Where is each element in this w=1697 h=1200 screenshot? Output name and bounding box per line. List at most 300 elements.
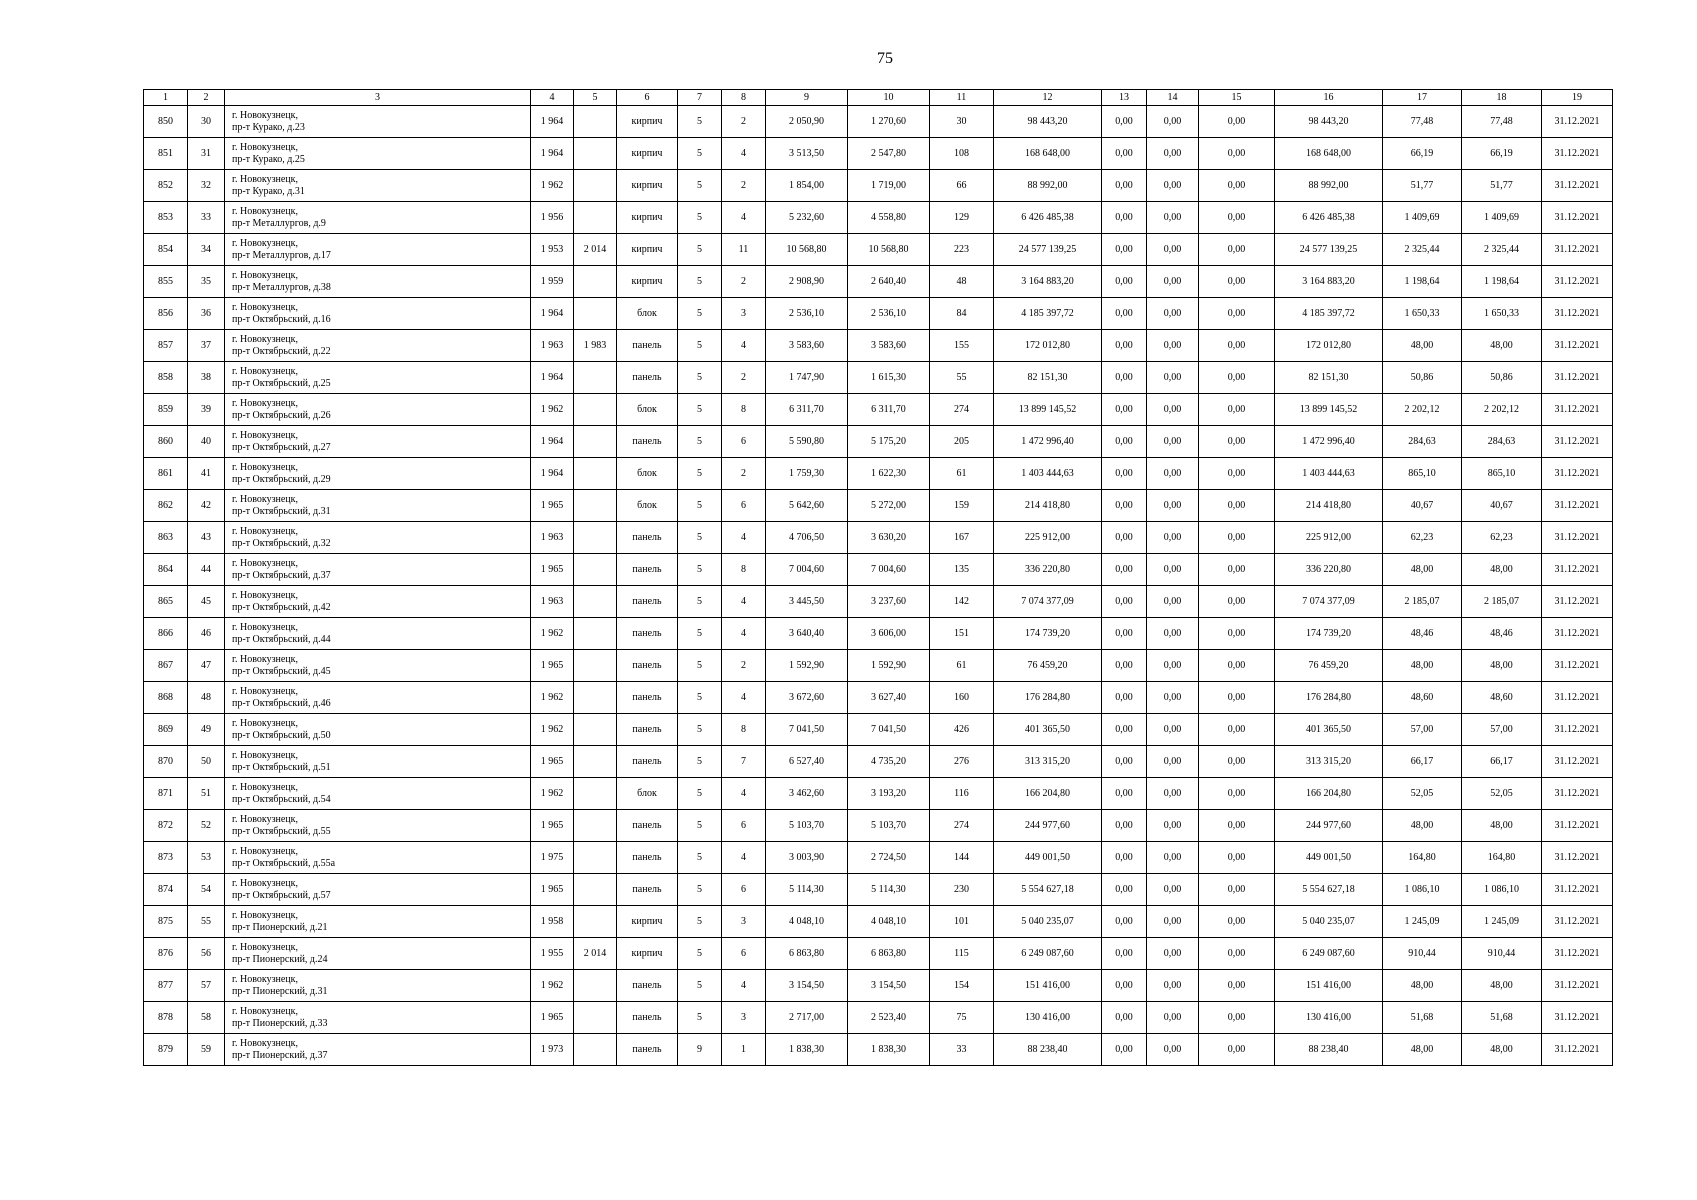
unit-cost-cell: 50,86 xyxy=(1383,362,1462,394)
value-cell: 0,00 xyxy=(1102,234,1147,266)
column-header: 14 xyxy=(1147,90,1199,106)
renovation-year-cell xyxy=(574,362,617,394)
living-area-cell: 3 606,00 xyxy=(848,618,930,650)
unit-cost-limit-cell: 48,00 xyxy=(1462,1034,1542,1066)
address-cell xyxy=(225,970,531,1002)
wall-material-cell: панель xyxy=(617,714,678,746)
build-year-cell: 1 964 xyxy=(531,426,574,458)
deadline-date-cell: 31.12.2021 xyxy=(1542,106,1613,138)
entrances-cell: 3 xyxy=(722,1002,766,1034)
living-area-cell: 3 154,50 xyxy=(848,970,930,1002)
column-header: 19 xyxy=(1542,90,1613,106)
value-cell: 0,00 xyxy=(1199,746,1275,778)
cost-cell: 6 426 485,38 xyxy=(994,202,1102,234)
value-cell: 0,00 xyxy=(1102,138,1147,170)
value-cell: 0,00 xyxy=(1102,394,1147,426)
floors-cell: 5 xyxy=(678,426,722,458)
residents-cell: 274 xyxy=(930,810,994,842)
unit-cost-cell: 2 325,44 xyxy=(1383,234,1462,266)
table-row xyxy=(144,202,1613,234)
value-cell: 0,00 xyxy=(1102,906,1147,938)
residents-cell: 101 xyxy=(930,906,994,938)
table-row xyxy=(144,554,1613,586)
column-header: 4 xyxy=(531,90,574,106)
unit-cost-limit-cell: 48,00 xyxy=(1462,330,1542,362)
page-number: 75 xyxy=(877,50,893,67)
cost-cell: 151 416,00 xyxy=(994,970,1102,1002)
build-year-cell: 1 965 xyxy=(531,874,574,906)
living-area-cell: 3 237,60 xyxy=(848,586,930,618)
total-cost-cell: 3 164 883,20 xyxy=(1275,266,1383,298)
renovation-year-cell xyxy=(574,490,617,522)
row-number-cell: 861 xyxy=(144,458,188,490)
entrances-cell: 6 xyxy=(722,938,766,970)
residents-cell: 159 xyxy=(930,490,994,522)
wall-material-cell: блок xyxy=(617,394,678,426)
total-cost-cell: 24 577 139,25 xyxy=(1275,234,1383,266)
residents-cell: 33 xyxy=(930,1034,994,1066)
value-cell: 0,00 xyxy=(1102,714,1147,746)
cost-cell: 6 249 087,60 xyxy=(994,938,1102,970)
value-cell: 0,00 xyxy=(1102,970,1147,1002)
residents-cell: 274 xyxy=(930,394,994,426)
residents-cell: 230 xyxy=(930,874,994,906)
unit-cost-cell: 865,10 xyxy=(1383,458,1462,490)
unit-cost-cell: 77,48 xyxy=(1383,106,1462,138)
total-area-cell: 7 041,50 xyxy=(766,714,848,746)
unit-cost-cell: 1 650,33 xyxy=(1383,298,1462,330)
row-number-cell: 852 xyxy=(144,170,188,202)
cost-cell: 214 418,80 xyxy=(994,490,1102,522)
address-cell xyxy=(225,746,531,778)
value-cell: 0,00 xyxy=(1102,746,1147,778)
address-cell xyxy=(225,298,531,330)
cost-cell: 313 315,20 xyxy=(994,746,1102,778)
value-cell: 0,00 xyxy=(1199,234,1275,266)
unit-cost-cell: 48,00 xyxy=(1383,1034,1462,1066)
build-year-cell: 1 953 xyxy=(531,234,574,266)
renovation-year-cell xyxy=(574,266,617,298)
renovation-year-cell xyxy=(574,810,617,842)
subsection-index-cell: 36 xyxy=(188,298,225,330)
residents-cell: 155 xyxy=(930,330,994,362)
table-row xyxy=(144,138,1613,170)
table-row xyxy=(144,1002,1613,1034)
floors-cell: 5 xyxy=(678,394,722,426)
renovation-year-cell xyxy=(574,970,617,1002)
address-cell xyxy=(225,778,531,810)
total-area-cell: 1 854,00 xyxy=(766,170,848,202)
total-cost-cell: 174 739,20 xyxy=(1275,618,1383,650)
wall-material-cell: панель xyxy=(617,746,678,778)
total-cost-cell: 151 416,00 xyxy=(1275,970,1383,1002)
value-cell: 0,00 xyxy=(1147,330,1199,362)
cost-cell: 13 899 145,52 xyxy=(994,394,1102,426)
wall-material-cell: блок xyxy=(617,458,678,490)
unit-cost-limit-cell: 48,00 xyxy=(1462,970,1542,1002)
column-header: 3 xyxy=(225,90,531,106)
entrances-cell: 4 xyxy=(722,522,766,554)
unit-cost-limit-cell: 164,80 xyxy=(1462,842,1542,874)
total-area-cell: 6 527,40 xyxy=(766,746,848,778)
value-cell: 0,00 xyxy=(1147,1034,1199,1066)
deadline-date-cell: 31.12.2021 xyxy=(1542,298,1613,330)
entrances-cell: 2 xyxy=(722,266,766,298)
cost-cell: 4 185 397,72 xyxy=(994,298,1102,330)
row-number-cell: 857 xyxy=(144,330,188,362)
unit-cost-cell: 1 198,64 xyxy=(1383,266,1462,298)
wall-material-cell: панель xyxy=(617,554,678,586)
deadline-date-cell: 31.12.2021 xyxy=(1542,906,1613,938)
column-header: 7 xyxy=(678,90,722,106)
value-cell: 0,00 xyxy=(1147,682,1199,714)
column-header: 18 xyxy=(1462,90,1542,106)
floors-cell: 5 xyxy=(678,714,722,746)
living-area-cell: 3 627,40 xyxy=(848,682,930,714)
entrances-cell: 11 xyxy=(722,234,766,266)
value-cell: 0,00 xyxy=(1147,202,1199,234)
wall-material-cell: панель xyxy=(617,586,678,618)
address-street: пр-т Металлургов, д.38 xyxy=(232,281,331,293)
deadline-date-cell: 31.12.2021 xyxy=(1542,234,1613,266)
total-area-cell: 4 706,50 xyxy=(766,522,848,554)
build-year-cell: 1 965 xyxy=(531,490,574,522)
deadline-date-cell: 31.12.2021 xyxy=(1542,202,1613,234)
subsection-index-cell: 38 xyxy=(188,362,225,394)
wall-material-cell: панель xyxy=(617,650,678,682)
subsection-index-cell: 50 xyxy=(188,746,225,778)
value-cell: 0,00 xyxy=(1199,170,1275,202)
value-cell: 0,00 xyxy=(1102,266,1147,298)
table-row xyxy=(144,170,1613,202)
wall-material-cell: панель xyxy=(617,874,678,906)
column-header: 8 xyxy=(722,90,766,106)
residents-cell: 129 xyxy=(930,202,994,234)
residents-cell: 205 xyxy=(930,426,994,458)
cost-cell: 166 204,80 xyxy=(994,778,1102,810)
value-cell: 0,00 xyxy=(1147,810,1199,842)
unit-cost-cell: 62,23 xyxy=(1383,522,1462,554)
residents-cell: 426 xyxy=(930,714,994,746)
total-area-cell: 3 583,60 xyxy=(766,330,848,362)
floors-cell: 5 xyxy=(678,1002,722,1034)
value-cell: 0,00 xyxy=(1199,330,1275,362)
floors-cell: 5 xyxy=(678,746,722,778)
address-street: пр-т Октябрьский, д.32 xyxy=(232,537,331,549)
subsection-index-cell: 35 xyxy=(188,266,225,298)
column-header: 2 xyxy=(188,90,225,106)
subsection-index-cell: 57 xyxy=(188,970,225,1002)
residents-cell: 61 xyxy=(930,650,994,682)
build-year-cell: 1 963 xyxy=(531,330,574,362)
unit-cost-limit-cell: 48,00 xyxy=(1462,650,1542,682)
value-cell: 0,00 xyxy=(1102,778,1147,810)
address-cell xyxy=(225,1034,531,1066)
address-city: г. Новокузнецк, xyxy=(232,397,299,409)
total-area-cell: 6 311,70 xyxy=(766,394,848,426)
table-row xyxy=(144,650,1613,682)
unit-cost-limit-cell: 66,19 xyxy=(1462,138,1542,170)
total-area-cell: 3 462,60 xyxy=(766,778,848,810)
address-street: пр-т Курако, д.31 xyxy=(232,185,305,197)
address-street: пр-т Октябрьский, д.54 xyxy=(232,793,331,805)
address-street: пр-т Октябрьский, д.42 xyxy=(232,601,331,613)
subsection-index-cell: 58 xyxy=(188,1002,225,1034)
unit-cost-cell: 48,00 xyxy=(1383,970,1462,1002)
unit-cost-limit-cell: 57,00 xyxy=(1462,714,1542,746)
address-city: г. Новокузнецк, xyxy=(232,365,299,377)
unit-cost-cell: 48,46 xyxy=(1383,618,1462,650)
address-city: г. Новокузнецк, xyxy=(232,685,299,697)
living-area-cell: 7 041,50 xyxy=(848,714,930,746)
value-cell: 0,00 xyxy=(1147,362,1199,394)
address-cell xyxy=(225,170,531,202)
row-number-cell: 859 xyxy=(144,394,188,426)
subsection-index-cell: 39 xyxy=(188,394,225,426)
address-city: г. Новокузнецк, xyxy=(232,461,299,473)
cost-cell: 225 912,00 xyxy=(994,522,1102,554)
value-cell: 0,00 xyxy=(1199,778,1275,810)
residents-cell: 108 xyxy=(930,138,994,170)
value-cell: 0,00 xyxy=(1102,202,1147,234)
value-cell: 0,00 xyxy=(1102,554,1147,586)
build-year-cell: 1 973 xyxy=(531,1034,574,1066)
total-area-cell: 7 004,60 xyxy=(766,554,848,586)
row-number-cell: 866 xyxy=(144,618,188,650)
total-cost-cell: 98 443,20 xyxy=(1275,106,1383,138)
address-street: пр-т Пионерский, д.33 xyxy=(232,1017,328,1029)
address-street: пр-т Октябрьский, д.29 xyxy=(232,473,331,485)
address-cell xyxy=(225,586,531,618)
entrances-cell: 4 xyxy=(722,586,766,618)
entrances-cell: 2 xyxy=(722,170,766,202)
address-cell xyxy=(225,810,531,842)
entrances-cell: 3 xyxy=(722,298,766,330)
floors-cell: 5 xyxy=(678,906,722,938)
wall-material-cell: кирпич xyxy=(617,138,678,170)
entrances-cell: 8 xyxy=(722,394,766,426)
unit-cost-limit-cell: 2 325,44 xyxy=(1462,234,1542,266)
value-cell: 0,00 xyxy=(1102,1034,1147,1066)
renovation-year-cell xyxy=(574,650,617,682)
residents-cell: 144 xyxy=(930,842,994,874)
build-year-cell: 1 962 xyxy=(531,394,574,426)
floors-cell: 5 xyxy=(678,970,722,1002)
value-cell: 0,00 xyxy=(1199,810,1275,842)
total-cost-cell: 88 992,00 xyxy=(1275,170,1383,202)
renovation-year-cell xyxy=(574,426,617,458)
build-year-cell: 1 965 xyxy=(531,810,574,842)
address-city: г. Новокузнецк, xyxy=(232,557,299,569)
address-cell xyxy=(225,138,531,170)
row-number-cell: 858 xyxy=(144,362,188,394)
wall-material-cell: блок xyxy=(617,298,678,330)
address-city: г. Новокузнецк, xyxy=(232,173,299,185)
cost-cell: 130 416,00 xyxy=(994,1002,1102,1034)
row-number-cell: 860 xyxy=(144,426,188,458)
value-cell: 0,00 xyxy=(1147,170,1199,202)
value-cell: 0,00 xyxy=(1199,586,1275,618)
subsection-index-cell: 43 xyxy=(188,522,225,554)
floors-cell: 5 xyxy=(678,778,722,810)
subsection-index-cell: 49 xyxy=(188,714,225,746)
cost-cell: 3 164 883,20 xyxy=(994,266,1102,298)
value-cell: 0,00 xyxy=(1199,490,1275,522)
residents-cell: 160 xyxy=(930,682,994,714)
floors-cell: 5 xyxy=(678,106,722,138)
address-city: г. Новокузнецк, xyxy=(232,781,299,793)
floors-cell: 5 xyxy=(678,554,722,586)
floors-cell: 9 xyxy=(678,1034,722,1066)
value-cell: 0,00 xyxy=(1102,650,1147,682)
address-city: г. Новокузнецк, xyxy=(232,237,299,249)
entrances-cell: 1 xyxy=(722,1034,766,1066)
floors-cell: 5 xyxy=(678,490,722,522)
value-cell: 0,00 xyxy=(1147,906,1199,938)
build-year-cell: 1 955 xyxy=(531,938,574,970)
total-cost-cell: 168 648,00 xyxy=(1275,138,1383,170)
row-number-cell: 856 xyxy=(144,298,188,330)
floors-cell: 5 xyxy=(678,170,722,202)
address-city: г. Новокузнецк, xyxy=(232,621,299,633)
value-cell: 0,00 xyxy=(1147,842,1199,874)
unit-cost-limit-cell: 66,17 xyxy=(1462,746,1542,778)
column-header: 9 xyxy=(766,90,848,106)
row-number-cell: 865 xyxy=(144,586,188,618)
total-area-cell: 5 642,60 xyxy=(766,490,848,522)
value-cell: 0,00 xyxy=(1199,1034,1275,1066)
living-area-cell: 2 547,80 xyxy=(848,138,930,170)
value-cell: 0,00 xyxy=(1199,1002,1275,1034)
living-area-cell: 3 630,20 xyxy=(848,522,930,554)
table-row xyxy=(144,746,1613,778)
total-cost-cell: 176 284,80 xyxy=(1275,682,1383,714)
floors-cell: 5 xyxy=(678,650,722,682)
column-header: 1 xyxy=(144,90,188,106)
unit-cost-limit-cell: 1 086,10 xyxy=(1462,874,1542,906)
table-row xyxy=(144,938,1613,970)
row-number-cell: 854 xyxy=(144,234,188,266)
floors-cell: 5 xyxy=(678,330,722,362)
subsection-index-cell: 56 xyxy=(188,938,225,970)
floors-cell: 5 xyxy=(678,266,722,298)
cost-cell: 88 238,40 xyxy=(994,1034,1102,1066)
living-area-cell: 1 838,30 xyxy=(848,1034,930,1066)
wall-material-cell: панель xyxy=(617,522,678,554)
address-city: г. Новокузнецк, xyxy=(232,877,299,889)
subsection-index-cell: 47 xyxy=(188,650,225,682)
living-area-cell: 2 536,10 xyxy=(848,298,930,330)
build-year-cell: 1 956 xyxy=(531,202,574,234)
total-cost-cell: 1 472 996,40 xyxy=(1275,426,1383,458)
renovation-year-cell xyxy=(574,1034,617,1066)
deadline-date-cell: 31.12.2021 xyxy=(1542,874,1613,906)
cost-cell: 98 443,20 xyxy=(994,106,1102,138)
value-cell: 0,00 xyxy=(1147,618,1199,650)
address-street: пр-т Металлургов, д.17 xyxy=(232,249,331,261)
unit-cost-cell: 48,00 xyxy=(1383,554,1462,586)
subsection-index-cell: 37 xyxy=(188,330,225,362)
renovation-year-cell xyxy=(574,1002,617,1034)
build-year-cell: 1 962 xyxy=(531,170,574,202)
total-cost-cell: 336 220,80 xyxy=(1275,554,1383,586)
address-city: г. Новокузнецк, xyxy=(232,269,299,281)
address-city: г. Новокузнецк, xyxy=(232,717,299,729)
wall-material-cell: кирпич xyxy=(617,266,678,298)
row-number-cell: 864 xyxy=(144,554,188,586)
value-cell: 0,00 xyxy=(1199,650,1275,682)
living-area-cell: 7 004,60 xyxy=(848,554,930,586)
renovation-year-cell xyxy=(574,554,617,586)
subsection-index-cell: 30 xyxy=(188,106,225,138)
value-cell: 0,00 xyxy=(1199,106,1275,138)
living-area-cell: 1 719,00 xyxy=(848,170,930,202)
unit-cost-cell: 66,19 xyxy=(1383,138,1462,170)
row-number-cell: 871 xyxy=(144,778,188,810)
row-number-cell: 872 xyxy=(144,810,188,842)
address-city: г. Новокузнецк, xyxy=(232,941,299,953)
total-cost-cell: 5 040 235,07 xyxy=(1275,906,1383,938)
table-row xyxy=(144,234,1613,266)
unit-cost-limit-cell: 1 198,64 xyxy=(1462,266,1542,298)
value-cell: 0,00 xyxy=(1102,938,1147,970)
deadline-date-cell: 31.12.2021 xyxy=(1542,778,1613,810)
value-cell: 0,00 xyxy=(1147,490,1199,522)
total-cost-cell: 76 459,20 xyxy=(1275,650,1383,682)
total-area-cell: 3 672,60 xyxy=(766,682,848,714)
cost-cell: 401 365,50 xyxy=(994,714,1102,746)
address-city: г. Новокузнецк, xyxy=(232,141,299,153)
address-street: пр-т Октябрьский, д.51 xyxy=(232,761,331,773)
deadline-date-cell: 31.12.2021 xyxy=(1542,426,1613,458)
renovation-year-cell xyxy=(574,170,617,202)
entrances-cell: 8 xyxy=(722,714,766,746)
row-number-cell: 879 xyxy=(144,1034,188,1066)
renovation-year-cell: 1 983 xyxy=(574,330,617,362)
total-area-cell: 5 114,30 xyxy=(766,874,848,906)
total-cost-cell: 166 204,80 xyxy=(1275,778,1383,810)
renovation-year-cell xyxy=(574,522,617,554)
unit-cost-limit-cell: 50,86 xyxy=(1462,362,1542,394)
deadline-date-cell: 31.12.2021 xyxy=(1542,586,1613,618)
residents-cell: 115 xyxy=(930,938,994,970)
total-cost-cell: 13 899 145,52 xyxy=(1275,394,1383,426)
unit-cost-limit-cell: 284,63 xyxy=(1462,426,1542,458)
address-street: пр-т Октябрьский, д.37 xyxy=(232,569,331,581)
address-street: пр-т Октябрьский, д.26 xyxy=(232,409,331,421)
table-row xyxy=(144,842,1613,874)
value-cell: 0,00 xyxy=(1102,586,1147,618)
subsection-index-cell: 46 xyxy=(188,618,225,650)
total-area-cell: 2 050,90 xyxy=(766,106,848,138)
row-number-cell: 867 xyxy=(144,650,188,682)
address-city: г. Новокузнецк, xyxy=(232,1037,299,1049)
subsection-index-cell: 40 xyxy=(188,426,225,458)
address-cell xyxy=(225,426,531,458)
value-cell: 0,00 xyxy=(1199,138,1275,170)
unit-cost-limit-cell: 48,00 xyxy=(1462,554,1542,586)
column-header: 12 xyxy=(994,90,1102,106)
entrances-cell: 4 xyxy=(722,202,766,234)
column-header: 17 xyxy=(1383,90,1462,106)
residents-cell: 75 xyxy=(930,1002,994,1034)
value-cell: 0,00 xyxy=(1147,874,1199,906)
value-cell: 0,00 xyxy=(1199,202,1275,234)
address-street: пр-т Октябрьский, д.44 xyxy=(232,633,331,645)
address-street: пр-т Пионерский, д.37 xyxy=(232,1049,328,1061)
subsection-index-cell: 48 xyxy=(188,682,225,714)
total-cost-cell: 5 554 627,18 xyxy=(1275,874,1383,906)
